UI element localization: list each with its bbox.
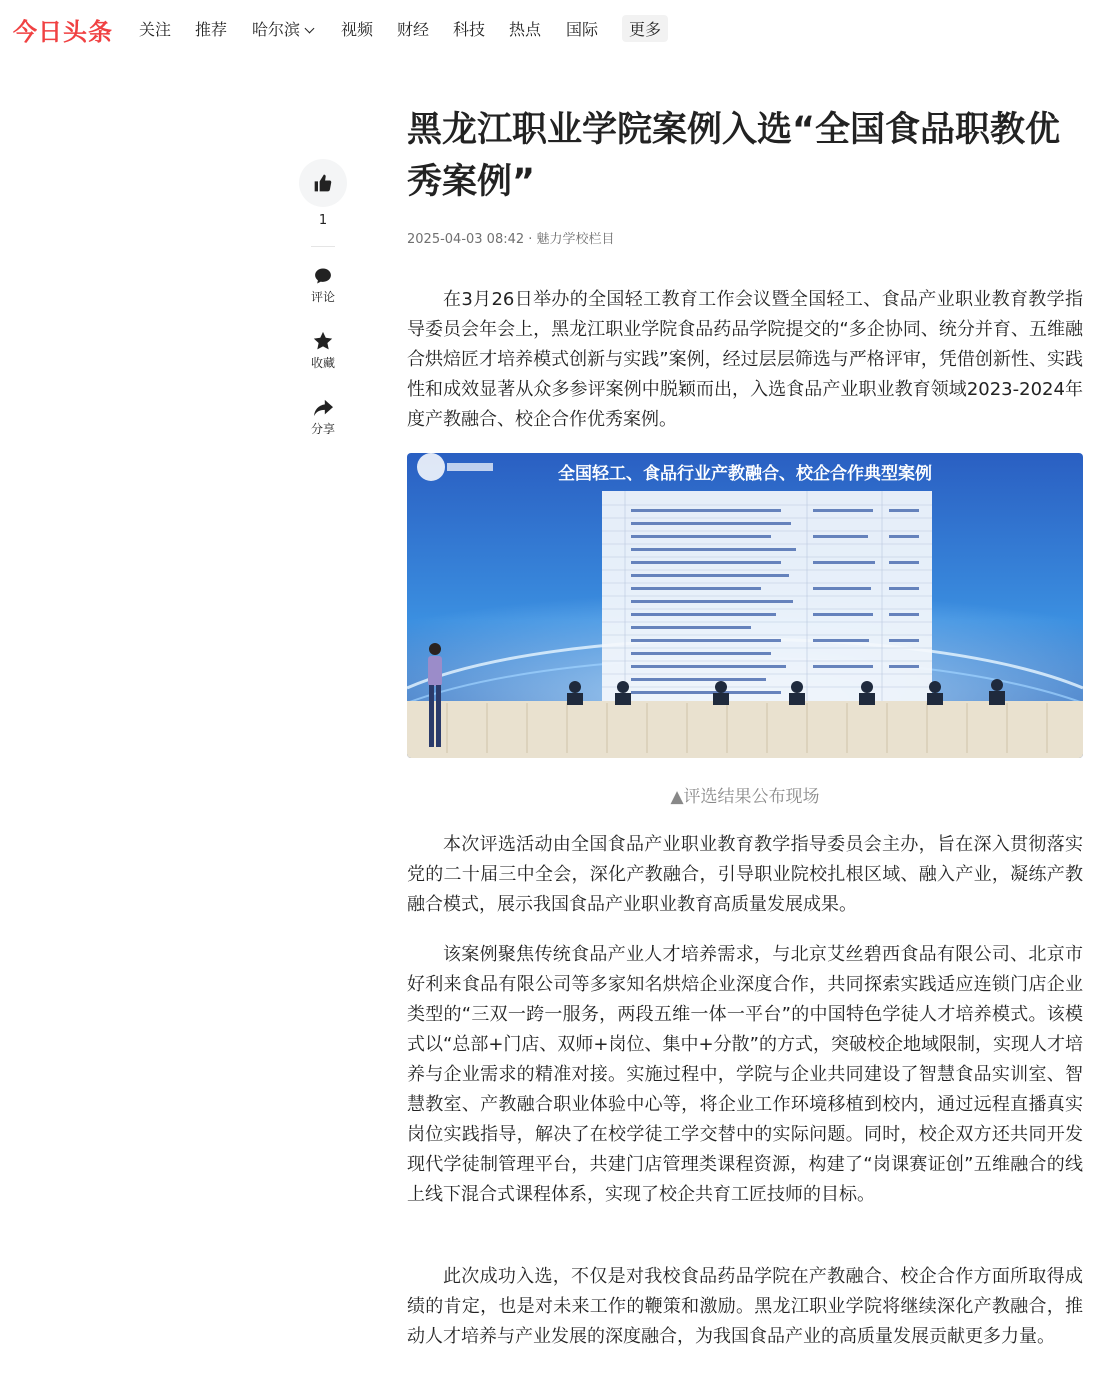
top-nav xyxy=(0,0,1093,56)
nav-item-hot[interactable]: 热点 xyxy=(509,20,542,39)
nav-item-finance[interactable]: 财经 xyxy=(397,20,430,39)
nav-item-follow[interactable]: 关注 xyxy=(139,20,172,39)
nav-item-tech[interactable]: 科技 xyxy=(453,20,486,39)
article-meta: 2025-04-03 08:42 · 魅力学校栏目 xyxy=(407,232,615,247)
article-title: 黑龙江职业学院案例入选“全国食品职教优秀案例” xyxy=(407,110,1061,202)
image-banner-text: 全国轻工、食品行业产教融合、校企合作典型案例 xyxy=(558,464,932,483)
comment-icon xyxy=(313,266,333,286)
share-icon xyxy=(312,398,334,418)
chevron-down-icon xyxy=(305,24,315,34)
nav-item-international[interactable]: 国际 xyxy=(566,20,599,39)
image-caption: ▲评选结果公布现场 xyxy=(670,787,820,807)
nav-item-city[interactable] xyxy=(252,17,313,40)
favorite-button[interactable] xyxy=(299,330,347,371)
nav-item-city-label: 哈尔滨 xyxy=(252,20,301,39)
comment-label: 评论 xyxy=(310,290,335,304)
nav-item-video[interactable]: 视频 xyxy=(341,20,374,39)
rail-divider xyxy=(311,246,335,247)
share-button[interactable] xyxy=(299,398,347,437)
article-paragraph: 此次成功入选，不仅是对我校食品药品学院在产教融合、校企合作方面所取得成绩的肯定，也是对未来工作的鞭策和激励。黑龙江职业学院将继续深化产教融合，推动人才培养与产业发展的深度融合，为我国食品产业的高质量发展贡献更多力量。 xyxy=(407,1266,1083,1347)
favorite-label: 收藏 xyxy=(310,356,335,370)
conference-photo xyxy=(407,453,1083,758)
nav-more-button[interactable]: 更多 xyxy=(622,15,668,42)
article-image[interactable] xyxy=(407,453,1083,758)
article-paragraph: 本次评选活动由全国食品产业职业教育教学指导委员会主办，旨在深入贯彻落实党的二十届三中全会，深化产教融合，引导职业院校扎根区域、融入产业，凝练产教融合模式，展示我国食品产业职业教育高质量发展成果。 xyxy=(407,834,1083,915)
article-paragraph: 该案例聚焦传统食品产业人才培养需求，与北京艾丝碧西食品有限公司、北京市好利来食品有限公司等多家知名烘焙企业深度合作，共同探索实践适应连锁门店企业类型的“三双一跨一服务，两段五维一体一平台”的中国特色学徒人才培养模式。该模式以“总部+门店、双师+岗位、集中+分散”的方式，突破校企地域限制，实现人才培养与企业需求的精准对接。实施过程中，学院与企业共同建设了智慧食品实训室、智慧教室、产教融合职业体验中心等，将企业工作环境移植到校内，通过远程直播真实岗位实践指导，解决了在校学徒工学交替中的实际问题。同时，校企双方还共同开发现代学徒制管理平台，共建门店管理类课程资源，构建了“岗课赛证创”五维融合的线上线下混合式课程体系，实现了校企共育工匠技师的目标。 xyxy=(407,944,1083,1205)
comment-button[interactable] xyxy=(299,266,347,305)
like-count: 1 xyxy=(318,213,328,228)
site-logo[interactable]: 今日头条 xyxy=(13,18,113,46)
star-icon xyxy=(312,330,334,352)
nav-item-recommend[interactable]: 推荐 xyxy=(195,20,228,39)
article-paragraph: 在3月26日举办的全国轻工教育工作会议暨全国轻工、食品产业职业教育教学指导委员会年会上，黑龙江职业学院食品药品学院提交的“多企协同、统分并育、五维融合烘焙匠才培养模式创新与实践”案例，经过层层筛选与严格评审，凭借创新性、实践性和成效显著从众多参评案例中脱颖而出，入选食品产业职业教育领域2023-2024年度产教融合、校企合作优秀案例。 xyxy=(407,289,1083,430)
share-label: 分享 xyxy=(310,422,335,436)
like-button[interactable] xyxy=(299,159,347,207)
thumbs-up-icon xyxy=(313,173,333,193)
